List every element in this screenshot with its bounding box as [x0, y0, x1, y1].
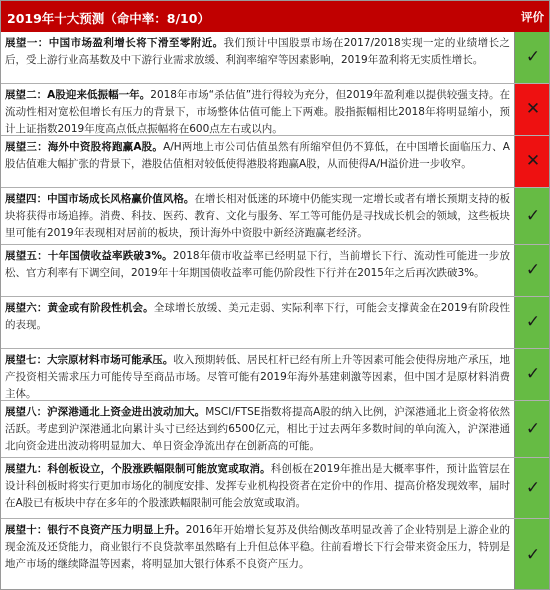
table-header: [1, 1, 550, 32]
table-title: 2019年十大预测（命中率：8/10）: [7, 11, 210, 26]
prediction-row-1: [1, 32, 550, 84]
check-icon: ✓: [525, 260, 541, 280]
prediction-row-2: [1, 84, 550, 136]
prediction-row-6: [1, 297, 550, 349]
prediction-body: 在增长相对低迷的环境中仍能实现一定增长或者有增长预期支持的板块将获得市场追捧。消费、科技、医药、教育、文化与服务、军工等可能仍是寻找成长机会的领域，这些板块里可能有2019年表现相对居前的板块，预计海外中资股中新经济跑赢老经济。: [5, 193, 511, 239]
evaluation-cell: [514, 188, 550, 244]
prediction-row-8: [1, 401, 550, 458]
prediction-headline: 展望三：海外中资股将跑赢A股。: [5, 141, 164, 153]
prediction-headline: 展望八：沪深港通北上资金进出波动加大。: [5, 406, 206, 418]
prediction-body: MSCI/FTSE指数将提高A股的纳入比例，沪深港通北上资金将依然活跃。考虑到沪深港通北向累计头寸已经达到约6500亿元，相比于过去两年多数时间的单向流入，沪深港通北向资金进出波动将明显加大、单日资金净流出存在创新高的可能。: [5, 406, 510, 452]
evaluation-cell: [514, 349, 550, 400]
check-icon: ✓: [525, 47, 541, 67]
evaluation-cell: [514, 297, 550, 348]
check-icon: ✓: [525, 544, 541, 565]
prediction-text: [5, 139, 510, 173]
prediction-text: [5, 191, 510, 242]
check-icon: ✓: [525, 418, 541, 439]
evaluation-cell: [514, 84, 550, 135]
prediction-text: [5, 352, 510, 403]
prediction-body: 2018年市场“杀估值”进行得较为充分，但2019年盈利难以提供较强支持。在流动性相对宽松但增长有压力的背景下，市场整体估值可能上下两难。股指振幅相比2018年将明显缩小，预计上证指数2019年度高点低点振幅将在600点左右或以内。: [5, 89, 510, 135]
evaluation-cell: [514, 32, 550, 83]
prediction-body: 2018年债市收益率已经明显下行，当前增长下行、流动性可能进一步放松、官方利率有下调空间，2019年十年期国债收益率可能仍阶段性下行并在2015年之后再次跌破3%。: [5, 250, 510, 279]
prediction-body: 科创板在2019年推出是大概率事件，预计监管层在设计科创板时将实行更加市场化的制度安排、发挥专业机构投资者在定价中的作用、提高价格发现效率，届时在A股已有板块中存在多年的个股涨跌幅限制可能会放宽或取消。: [5, 463, 510, 509]
evaluation-cell: [514, 245, 550, 296]
prediction-text: [5, 461, 510, 512]
prediction-body: A/H两地上市公司估值虽然有所缩窄但仍不算低，在中国增长面临压力、A股估值难大幅扩张的背景下，港股估值相对较低使得港股将跑赢A股，从而使得A/H溢价进一步收窄。: [5, 141, 510, 170]
check-icon: ✓: [525, 205, 541, 226]
prediction-row-3: [1, 136, 550, 188]
prediction-row-9: [1, 458, 550, 519]
check-icon: ✓: [525, 477, 541, 498]
prediction-row-4: [1, 188, 550, 245]
evaluation-cell: [514, 519, 550, 590]
check-icon: ✓: [525, 312, 541, 332]
prediction-row-7: [1, 349, 550, 401]
prediction-body: 全球增长放缓、美元走弱、实际利率下行，可能会支撑黄金在2019有阶段性的表现。: [5, 302, 510, 331]
evaluation-cell: [514, 136, 550, 187]
prediction-headline: 展望四：中国市场成长风格赢价值风格。: [5, 193, 195, 205]
prediction-headline: 展望一：中国市场盈利增长将下滑至零附近。: [5, 37, 224, 49]
prediction-headline: 展望六：黄金或有阶段性机会。: [5, 302, 154, 314]
prediction-headline: 展望七：大宗原材料市场可能承压。: [5, 354, 174, 366]
prediction-text: [5, 87, 510, 138]
cross-icon: ✕: [525, 151, 541, 171]
prediction-body: 2016年开始增长复苏及供给侧改革明显改善了企业特别是上游企业的现金流及还贷能力，商业银行不良贷款率虽然略有上升但总体平稳。往前看增长下行会带来资金压力，特别是地产市场的继续降温等因素，将明显加大银行体系不良资产压力。: [5, 524, 510, 570]
prediction-headline: 展望二：A股迎来低振幅一年。: [5, 89, 151, 101]
check-icon: ✓: [525, 364, 541, 384]
evaluation-cell: [514, 401, 550, 457]
prediction-text: [5, 404, 510, 455]
rating-column-header: 评价: [521, 10, 544, 24]
prediction-body: 我们预计中国股票市场在2017/2018实现一定的业绩增长之后，受上游行业高基数及中下游行业需求放缓、利润率缩窄等因素影响，2019年盈利将无实质性增长。: [5, 37, 510, 66]
prediction-headline: 展望九：科创板设立，个股涨跌幅限制可能放宽或取消。: [5, 463, 271, 475]
prediction-headline: 展望五：十年国债收益率跌破3%。: [5, 250, 173, 262]
cross-icon: ✕: [525, 99, 541, 119]
prediction-text: [5, 35, 510, 69]
prediction-text: [5, 248, 510, 282]
evaluation-cell: [514, 458, 550, 518]
prediction-text: [5, 522, 510, 573]
prediction-headline: 展望十：银行不良资产压力明显上升。: [5, 524, 186, 536]
prediction-row-10: [1, 519, 550, 590]
prediction-row-5: [1, 245, 550, 297]
prediction-body: 收入预期转低、居民杠杆已经有所上升等因素可能会使得房地产承压，地产投资相关需求压力可能传导至商品市场。尽管可能有2019年海外基建刺激等因素，但中国才是原材料消费主体。: [5, 354, 511, 400]
prediction-text: [5, 300, 510, 334]
